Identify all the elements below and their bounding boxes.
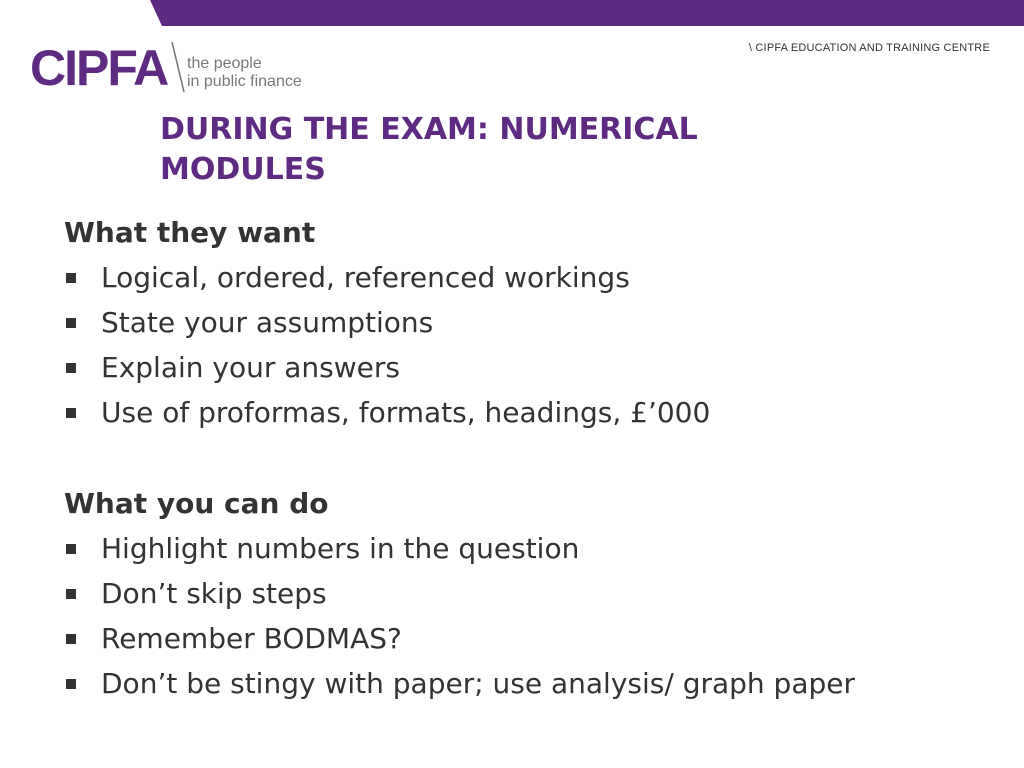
bullet-text: Use of proformas, formats, headings, £’000 — [101, 396, 711, 429]
bullet-item — [64, 345, 984, 390]
section-spacer — [64, 435, 984, 481]
bullet-item — [64, 255, 984, 300]
square-bullet-icon — [66, 634, 76, 644]
logo-wordmark: CIPFA — [30, 40, 168, 96]
section-heading-what-you-can-do: What you can do — [64, 487, 329, 520]
bullet-text: Don’t be stingy with paper; use analysis/ graph paper — [101, 667, 856, 700]
square-bullet-icon — [66, 544, 76, 554]
bullet-list-what-you-can-do — [64, 526, 984, 706]
logo-tagline-line2: in public finance — [187, 73, 302, 90]
square-bullet-icon — [66, 589, 76, 599]
bullet-item — [64, 616, 984, 661]
bullet-item — [64, 526, 984, 571]
slide-title-line2: MODULES — [160, 152, 326, 187]
logo-slash-icon — [170, 40, 186, 96]
slide-body — [64, 210, 984, 706]
bullet-text: Highlight numbers in the question — [101, 532, 580, 565]
bullet-text: Explain your answers — [101, 351, 400, 384]
bullet-text: Remember BODMAS? — [101, 622, 402, 655]
bullet-text: State your assumptions — [101, 306, 434, 339]
bullet-text: Don’t skip steps — [101, 577, 327, 610]
bullet-item — [64, 571, 984, 616]
square-bullet-icon — [66, 273, 76, 283]
centre-label: \ CIPFA EDUCATION AND TRAINING CENTRE — [748, 42, 990, 54]
slide-title-line1: DURING THE EXAM: NUMERICAL — [160, 112, 698, 147]
bullet-item — [64, 390, 984, 435]
bullet-item — [64, 661, 984, 706]
square-bullet-icon — [66, 408, 76, 418]
cipfa-logo — [30, 36, 330, 106]
slide-title — [160, 110, 860, 190]
logo-tagline-line1: the people — [187, 55, 262, 72]
square-bullet-icon — [66, 363, 76, 373]
brand-band-shape — [150, 0, 1024, 26]
top-brand-band — [0, 0, 1024, 28]
bullet-item — [64, 300, 984, 345]
square-bullet-icon — [66, 679, 76, 689]
logo-tagline — [187, 55, 302, 91]
bullet-text: Logical, ordered, referenced workings — [101, 261, 630, 294]
bullet-list-what-they-want — [64, 255, 984, 435]
square-bullet-icon — [66, 318, 76, 328]
section-heading-what-they-want: What they want — [64, 216, 316, 249]
